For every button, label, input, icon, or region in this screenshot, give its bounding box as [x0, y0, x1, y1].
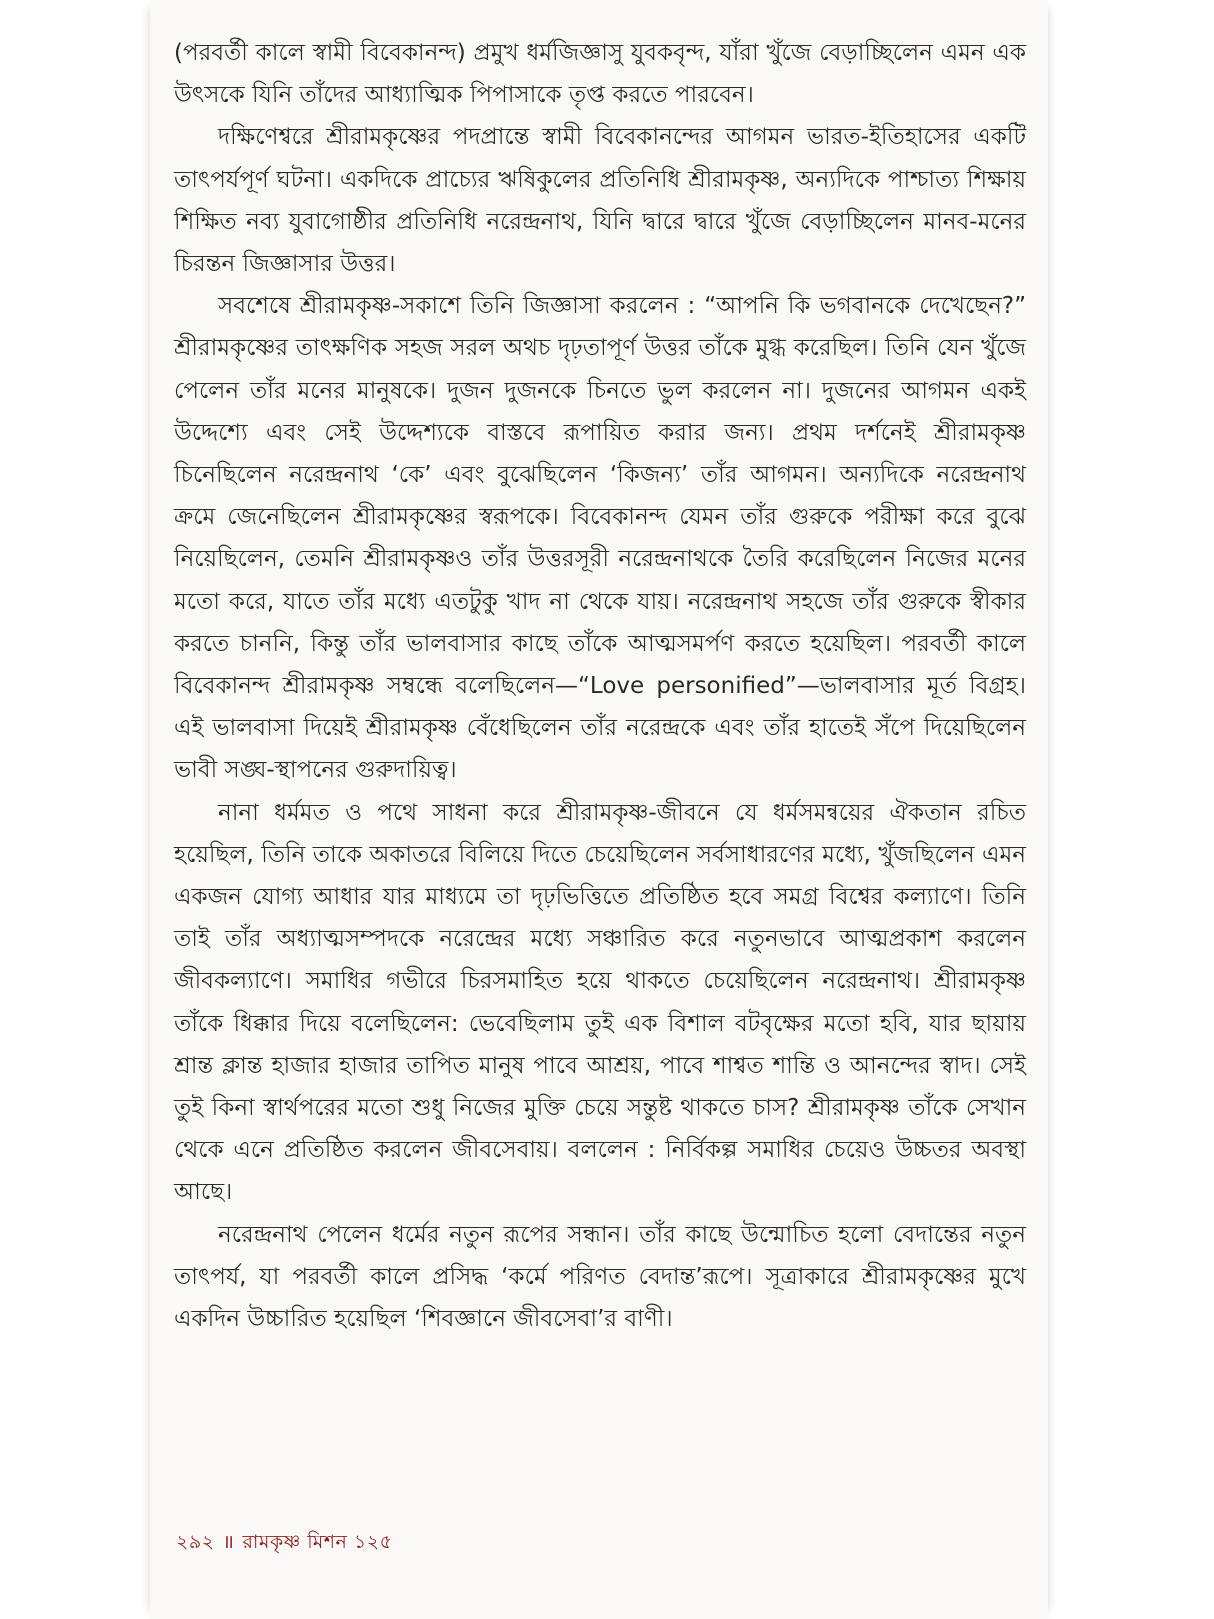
paragraph-2: দক্ষিণেশ্বরে শ্রীরামকৃষ্ণের পদপ্রান্তে স্বামী বিবেকানন্দের আগমন ভারত-ইতিহাসের একটি তাৎপর্যপূর্ণ ঘটনা। একদিকে প্রাচ্যের ঋষিকুলের প্রতিনিধি শ্রীরামকৃষ্ণ, অন্যদিকে পাশ্চাত্য শিক্ষায় শিক্ষিত নব্য যুবাগোষ্ঠীর প্রতিনিধি নরেন্দ্রনাথ, যিনি দ্বারে দ্বারে খুঁজে বেড়াচ্ছিলেন মানব-মনের চিরন্তন জিজ্ঞাসার উত্তর।	[174, 124, 1026, 278]
paragraph-3: সবশেষে শ্রীরামকৃষ্ণ-সকাশে তিনি জিজ্ঞাসা করলেন : “আপনি কি ভগবানকে দেখেছেন?” শ্রীরামকৃষ্ণের তাৎক্ষণিক সহজ সরল অথচ দৃঢ়তাপূর্ণ উত্তর তাঁকে মুগ্ধ করেছিল। তিনি যেন খুঁজে পেলেন তাঁর মনের মানুষকে। দুজন দুজনকে চিনতে ভুল করলেন না। দুজনের আগমন একই উদ্দেশ্যে এবং সেই উদ্দেশ্যকে বাস্তবে রূপায়িত করার জন্য। প্রথম দর্শনেই শ্রীরামকৃষ্ণ চিনেছিলেন নরেন্দ্রনাথ ‘কে’ এবং বুঝেছিলেন ‘কিজন্য’ তাঁর আগমন। অন্যদিকে নরেন্দ্রনাথ ক্রমে জেনেছিলেন শ্রীরামকৃষ্ণের স্বরূপকে। বিবেকানন্দ যেমন তাঁর গুরুকে পরীক্ষা করে বুঝে নিয়েছিলেন, তেমনি শ্রীরামকৃষ্ণও তাঁর উত্তরসূরী নরেন্দ্রনাথকে তৈরি করেছিলেন নিজের মনের মতো করে, যাতে তাঁর মধ্যে এতটুকু খাদ না থেকে যায়। নরেন্দ্রনাথ সহজে তাঁর গুরুকে স্বীকার করতে চাননি, কিন্তু তাঁর ভালবাসার কাছে তাঁকে আত্মসমর্পণ করতে হয়েছিল। পরবর্তী কালে বিবেকানন্দ শ্রীরামকৃষ্ণ সম্বন্ধে বলেছিলেন—“Love personified”—ভালবাসার মূর্ত বিগ্রহ। এই ভালবাসা দিয়েই শ্রীরামকৃষ্ণ বেঁধেছিলেন তাঁর নরেন্দ্রকে এবং তাঁর হাতেই সঁপে দিয়েছিলেন ভাবী সঙ্ঘ-স্থাপনের গুরুদায়িত্ব।	[174, 293, 1026, 784]
paragraph-5: নরেন্দ্রনাথ পেলেন ধর্মের নতুন রূপের সন্ধান। তাঁর কাছে উন্মোচিত হলো বেদান্তের নতুন তাৎপর্য, যা পরবর্তী কালে প্রসিদ্ধ ‘কর্মে পরিণত বেদান্ত’রূপে। সূত্রাকারে শ্রীরামকৃষ্ণের মুখে একদিন উচ্চারিত হয়েছিল ‘শিবজ্ঞানে জীবসেবা’র বাণী।	[174, 1221, 1026, 1333]
paragraph-1: (পরবর্তী কালে স্বামী বিবেকানন্দ) প্রমুখ ধর্মজিজ্ঞাসু যুবকবৃন্দ, যাঁরা খুঁজে বেড়াচ্ছিলেন এমন এক উৎসকে যিনি তাঁদের আধ্যাত্মিক পিপাসাকে তৃপ্ত করতে পারবেন।	[174, 40, 1026, 109]
page-footer	[176, 1528, 392, 1560]
running-title: রামকৃষ্ণ মিশন ১২৫	[242, 1531, 393, 1553]
page-number: ২৯২	[176, 1531, 215, 1553]
body-text	[174, 32, 1026, 1340]
paragraph-4: নানা ধর্মমত ও পথে সাধনা করে শ্রীরামকৃষ্ণ-জীবনে যে ধর্মসমন্বয়ের ঐকতান রচিত হয়েছিল, তিনি তাকে অকাতরে বিলিয়ে দিতে চেয়েছিলেন সর্বসাধারণের মধ্যে, খুঁজছিলেন এমন একজন যোগ্য আধার যার মাধ্যমে তা দৃঢ়ভিত্তিতে প্রতিষ্ঠিত হবে সমগ্র বিশ্বের কল্যাণে। তিনি তাই তাঁর অধ্যাত্মসম্পদকে নরেন্দ্রের মধ্যে সঞ্চারিত করে নতুনভাবে আত্মপ্রকাশ করলেন জীবকল্যাণে। সমাধির গভীরে চিরসমাহিত হয়ে থাকতে চেয়েছিলেন নরেন্দ্রনাথ। শ্রীরামকৃষ্ণ তাঁকে ধিক্কার দিয়ে বলেছিলেন: ভেবেছিলাম তুই এক বিশাল বটবৃক্ষের মতো হবি, যার ছায়ায় শ্রান্ত ক্লান্ত হাজার হাজার তাপিত মানুষ পাবে আশ্রয়, পাবে শাশ্বত শান্তি ও আনন্দের স্বাদ। সেই তুই কিনা স্বার্থপরের মতো শুধু নিজের মুক্তি চেয়ে সন্তুষ্ট থাকতে চাস? শ্রীরামকৃষ্ণ তাঁকে সেখান থেকে এনে প্রতিষ্ঠিত করলেন জীবসেবায়। বললেন : নির্বিকল্প সমাধির চেয়েও উচ্চতর অবস্থা আছে।	[174, 799, 1026, 1206]
footer-separator: ॥	[222, 1531, 235, 1553]
book-page	[150, 0, 1048, 1619]
